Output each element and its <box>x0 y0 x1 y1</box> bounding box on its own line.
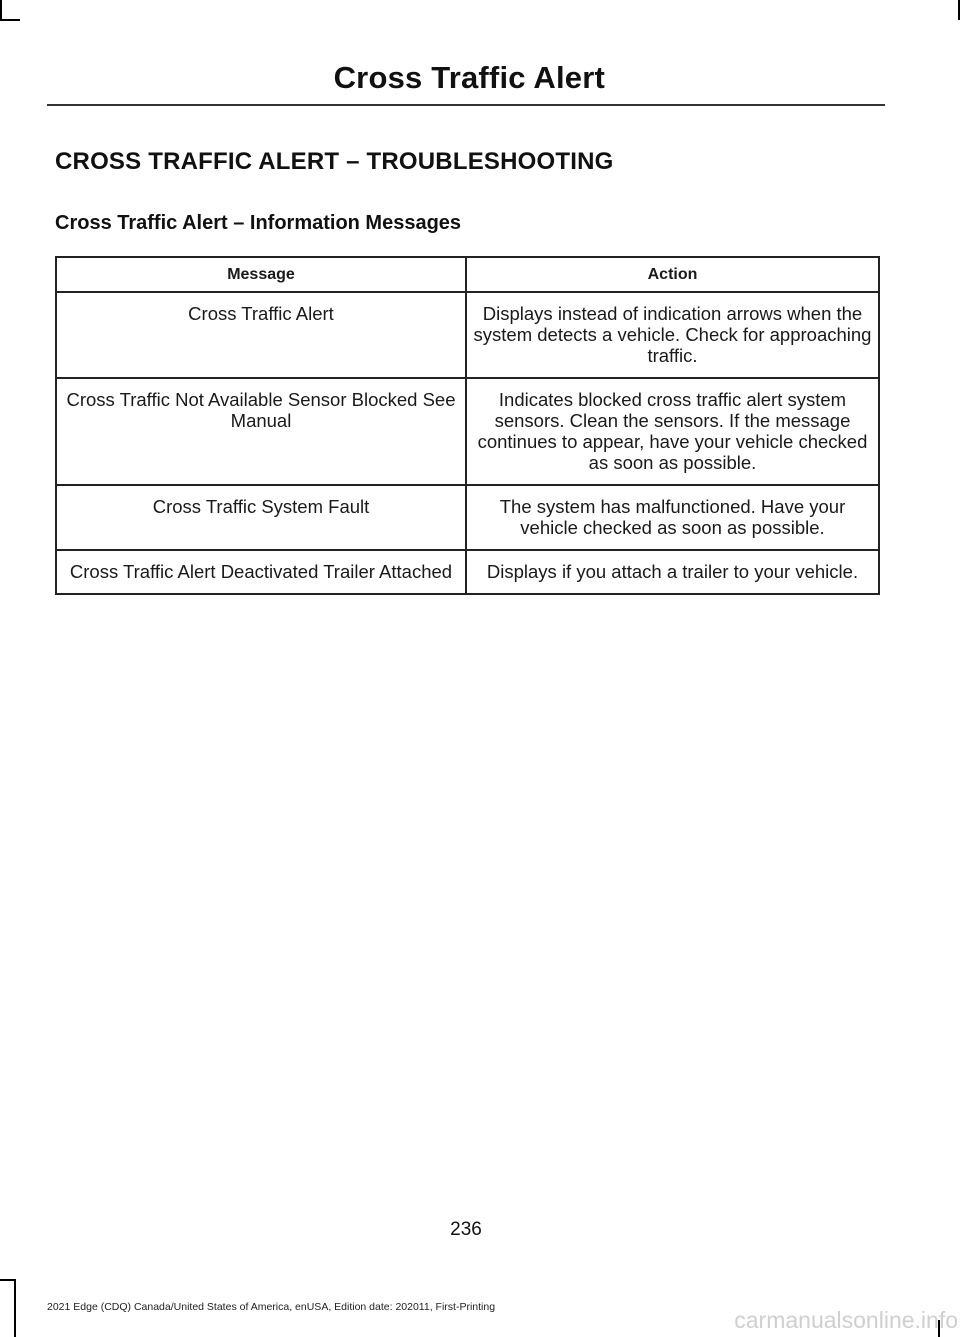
action-cell: Displays if you attach a trailer to your vehicle. <box>466 550 879 594</box>
action-cell: Indicates blocked cross traffic alert system sensors. Clean the sensors. If the message continues to appear, have your vehicle checked as soon as possible. <box>466 378 879 485</box>
message-cell: Cross Traffic Alert Deactivated Trailer Attached <box>56 550 466 594</box>
table-row <box>56 292 879 378</box>
crop-mark <box>0 0 2 20</box>
action-cell: The system has malfunctioned. Have your vehicle checked as soon as possible. <box>466 485 879 550</box>
column-header-message: Message <box>56 257 466 292</box>
message-cell: Cross Traffic Alert <box>56 292 466 378</box>
edition-footer: 2021 Edge (CDQ) Canada/United States of America, enUSA, Edition date: 202011, First-Printing <box>47 1301 496 1313</box>
watermark: carmanualsonline.info <box>734 1307 958 1333</box>
action-cell: Displays instead of indication arrows when the system detects a vehicle. Check for approaching traffic. <box>466 292 879 378</box>
column-header-action: Action <box>466 257 879 292</box>
message-cell: Cross Traffic Not Available Sensor Blocked See Manual <box>56 378 466 485</box>
table-row <box>56 485 879 550</box>
message-cell: Cross Traffic System Fault <box>56 485 466 550</box>
header-divider <box>47 104 885 106</box>
crop-mark <box>0 1279 16 1281</box>
section-heading: CROSS TRAFFIC ALERT – TROUBLESHOOTING <box>55 148 614 175</box>
table-header-row <box>56 257 879 292</box>
page-header-title: Cross Traffic Alert <box>333 60 605 95</box>
crop-mark <box>0 19 20 21</box>
table-row <box>56 550 879 594</box>
table-caption: Cross Traffic Alert – Information Messages <box>55 212 462 234</box>
table-row <box>56 378 879 485</box>
information-messages-table <box>55 256 880 595</box>
page-number: 236 <box>450 1219 482 1240</box>
crop-mark <box>14 1280 16 1337</box>
